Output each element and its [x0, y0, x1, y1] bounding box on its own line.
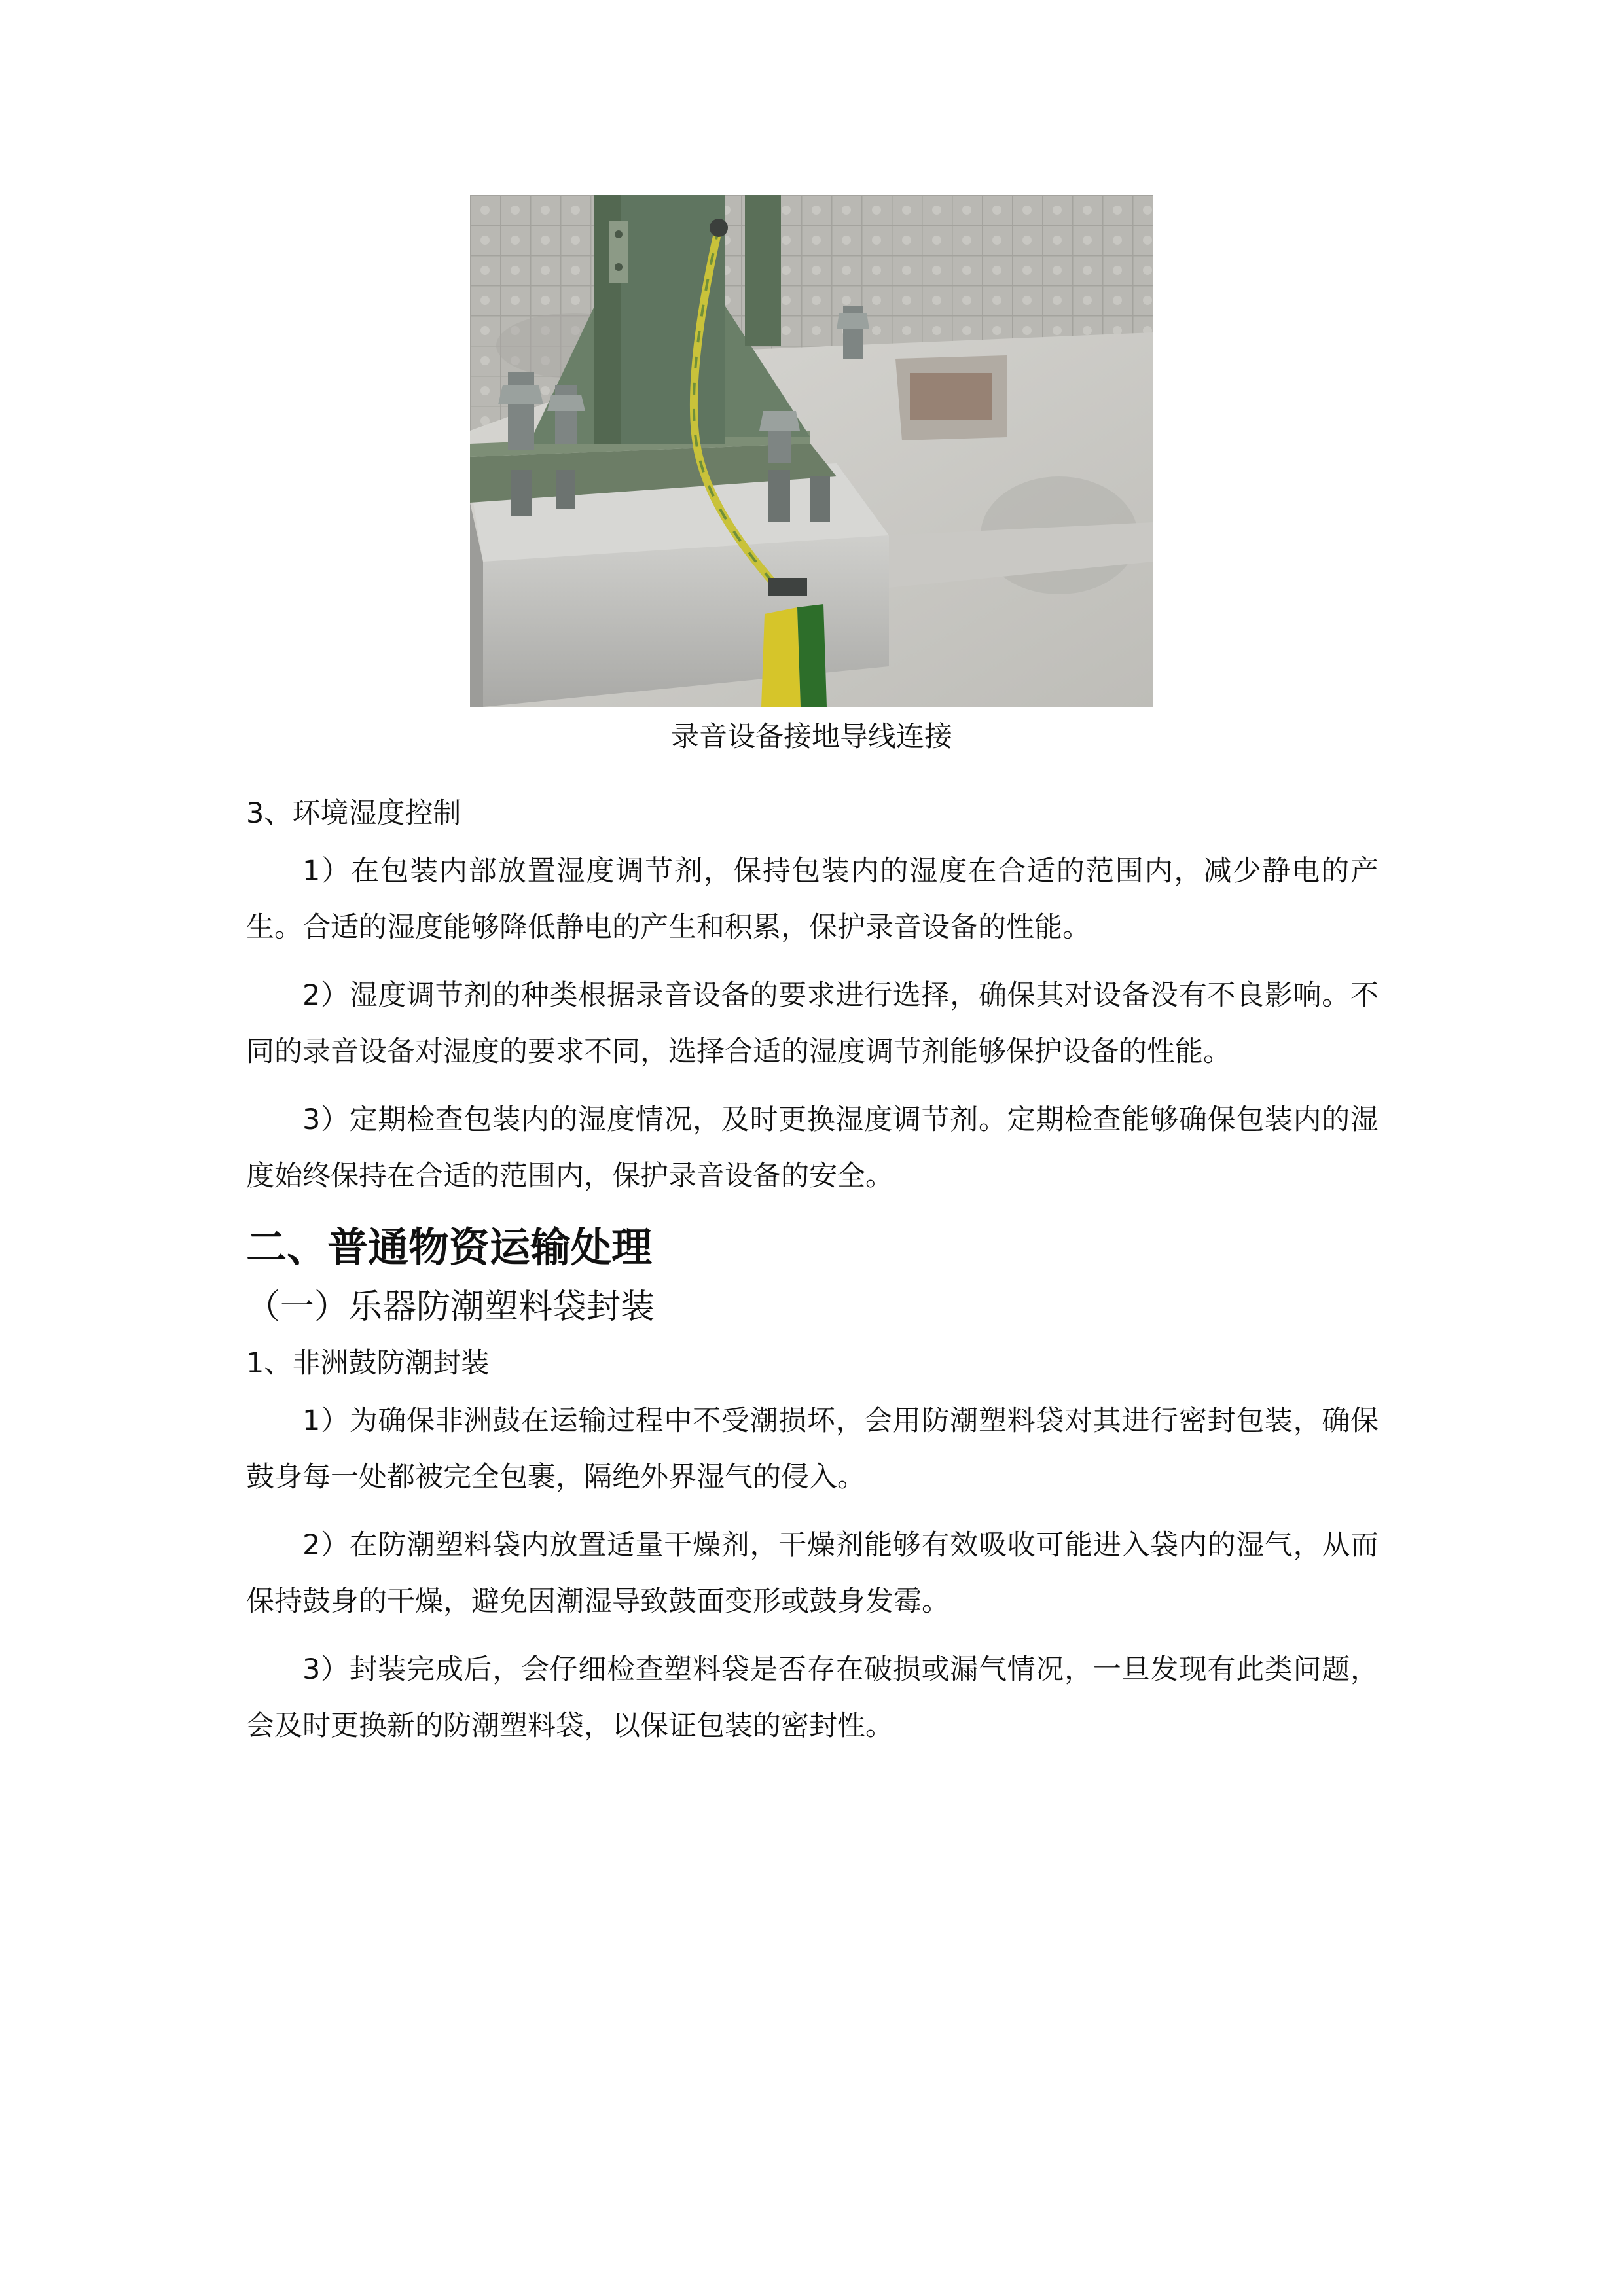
section-heading: 二、普通物资运输处理: [246, 1223, 653, 1271]
drum-paragraph-2: 2）在防潮塑料袋内放置适量干燥剂，干燥剂能够有效吸收可能进入袋内的湿气，从而保持鼓身的干燥，避免因潮湿导致鼓面变形或鼓身发霉。: [246, 1529, 1379, 1618]
figure-caption: 录音设备接地导线连接: [671, 721, 952, 753]
humidity-paragraph-2: 2）湿度调节剂的种类根据录音设备的要求进行选择，确保其对设备没有不良影响。不同的录音设备对湿度的要求不同，选择合适的湿度调节剂能够保护设备的性能。: [246, 979, 1379, 1068]
drum-paragraph-1: 1）为确保非洲鼓在运输过程中不受潮损坏，会用防潮塑料袋对其进行密封包装，确保鼓身每一处都被完全包裹，隔绝外界湿气的侵入。: [246, 1405, 1379, 1494]
grounding-photo: [470, 195, 1153, 707]
item-heading: 1、非洲鼓防潮封装: [246, 1347, 490, 1380]
subsection-heading: （一）乐器防潮塑料袋封装: [246, 1287, 655, 1327]
humidity-paragraph-3: 3）定期检查包装内的湿度情况，及时更换湿度调节剂。定期检查能够确保包装内的湿度始终保持在合适的范围内，保护录音设备的安全。: [246, 1103, 1379, 1193]
humidity-paragraph-1: 1）在包装内部放置湿度调节剂，保持包装内的湿度在合适的范围内，减少静电的产生。合适的湿度能够降低静电的产生和积累，保护录音设备的性能。: [246, 855, 1379, 944]
humidity-heading: 3、环境湿度控制: [246, 797, 461, 830]
drum-paragraph-3: 3）封装完成后，会仔细检查塑料袋是否存在破损或漏气情况，一旦发现有此类问题，会及时更换新的防潮塑料袋，以保证包装的密封性。: [246, 1653, 1379, 1742]
document-body: [246, 791, 1379, 1766]
